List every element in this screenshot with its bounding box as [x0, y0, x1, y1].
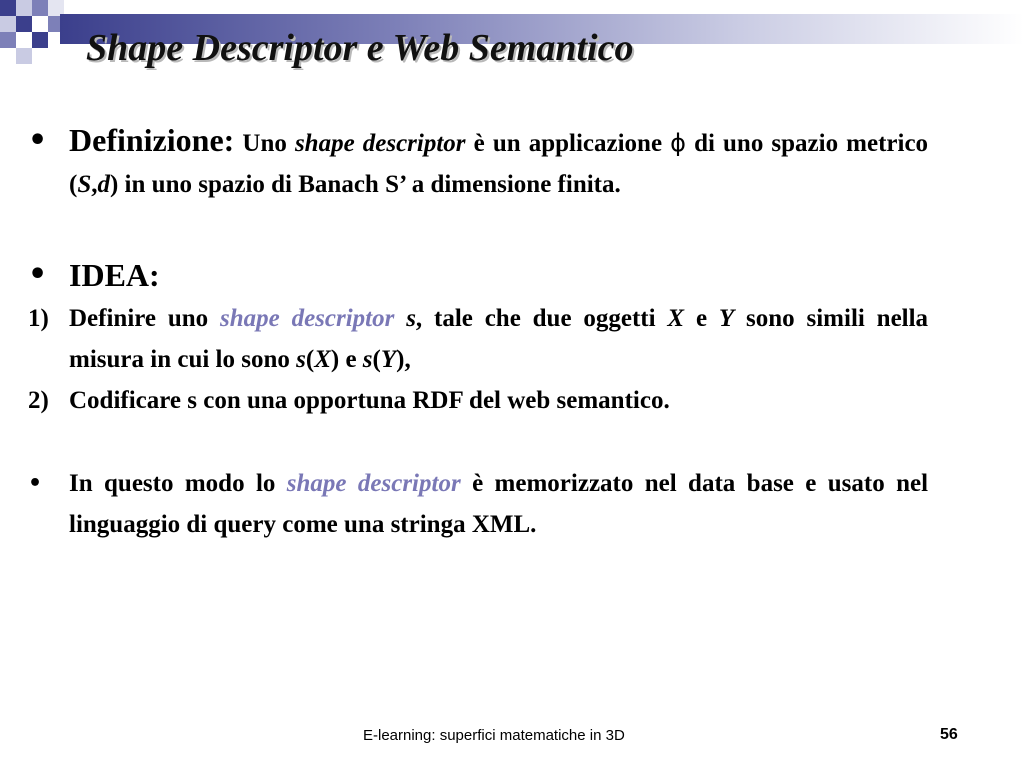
deco-square: [0, 0, 16, 16]
bullet: •: [28, 471, 43, 496]
shape-descriptor-term: shape descriptor: [220, 305, 395, 332]
storage-item: [28, 463, 928, 545]
deco-square: [16, 16, 32, 32]
slide-title: Shape Descriptor e Web Semantico: [86, 27, 634, 69]
idea-item: [28, 252, 928, 298]
deco-square: [0, 32, 16, 48]
step-number: 1): [28, 305, 49, 332]
deco-square: [16, 0, 32, 16]
deco-square: [0, 16, 16, 32]
idea-label: IDEA:: [69, 257, 160, 293]
step-1-text: Definire uno shape descriptor s, tale che due oggetti X e Y sono simili nella misura in cui lo sono s(X) e s(Y),: [69, 305, 929, 373]
idea-step-2: [28, 380, 928, 421]
deco-square: [16, 48, 32, 64]
step-2-text: Codificare s con una opportuna RDF del web semantico.: [69, 387, 670, 414]
bullet: •: [28, 123, 48, 158]
definition-label: Definizione:: [69, 122, 235, 158]
step-number: 2): [28, 387, 49, 414]
storage-paragraph: In questo modo lo shape descriptor è memorizzato nel data base e usato nel linguaggio di query come una stringa XML.: [69, 470, 929, 538]
deco-square: [32, 32, 48, 48]
slide-content: [28, 120, 928, 545]
bullet: •: [28, 257, 48, 292]
page-number: 56: [940, 726, 958, 743]
definition-paragraph: Definizione: Uno shape descriptor è un applicazione ϕ di uno spazio metrico (S,d) in uno spazio di Banach S’ a dimensione finita.: [69, 122, 929, 198]
definition-item: [28, 120, 928, 205]
idea-step-1: [28, 298, 928, 380]
deco-square: [32, 0, 48, 16]
slide-footer: E-learning: superfici matematiche in 3D: [363, 727, 625, 744]
shape-descriptor-term: shape descriptor: [286, 470, 461, 497]
phi-symbol: ϕ: [670, 129, 686, 157]
